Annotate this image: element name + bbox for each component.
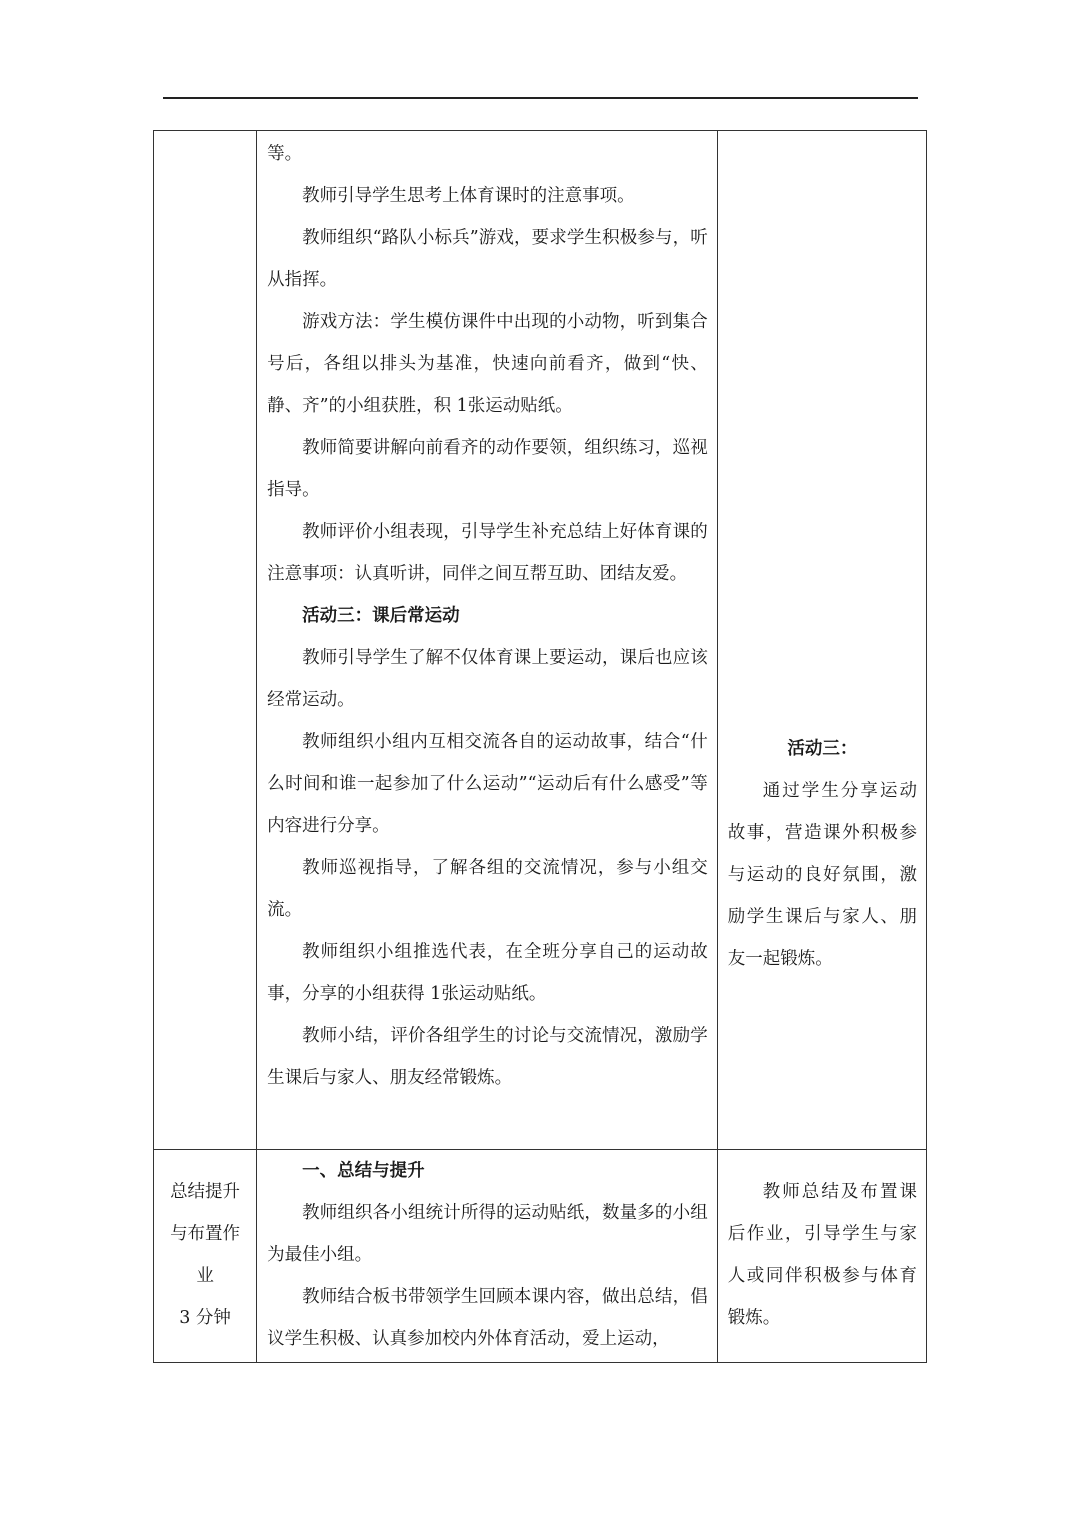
content-paragraph: 教师组织小组内互相交流各自的运动故事，结合“什么时间和谁一起参加了什么运动”“运动后有什么感受”等内容进行分享。 [267,732,708,836]
content-paragraph: 教师巡视指导，了解各组的交流情况，参与小组交流。 [267,858,708,920]
content-paragraph: 教师组织各小组统计所得的运动贴纸，数量多的小组为最佳小组。 [267,1203,708,1265]
content-paragraph: 教师组织“路队小标兵”游戏，要求学生积极参与，听从指挥。 [267,228,708,290]
stage-cell [154,131,257,1150]
activity-content-cell [257,1150,718,1363]
intent-paragraph: 通过学生分享运动故事，营造课外积极参与运动的良好氛围，激励学生课后与家人、朋友一起锻炼。 [727,781,917,969]
content-paragraph: 教师简要讲解向前看齐的动作要领，组织练习，巡视指导。 [267,438,708,500]
section-heading: 一、总结与提升 [302,1161,425,1181]
content-paragraph: 教师引导学生思考上体育课时的注意事项。 [302,186,635,206]
content-paragraph: 教师引导学生了解不仅体育课上要运动，课后也应该经常运动。 [267,648,708,710]
table-row [154,131,927,1150]
stage-cell [154,1150,257,1363]
stage-duration: 3 分钟 [179,1308,231,1328]
content-paragraph: 教师组织小组推选代表，在全班分享自己的运动故事，分享的小组获得 1张运动贴纸。 [267,942,708,1004]
lesson-plan-table [153,130,927,1363]
activity-heading: 活动三：课后常运动 [302,606,460,626]
stage-label-line: 业 [196,1266,214,1286]
stage-label-line: 与布置作 [170,1224,241,1244]
activity-content-cell [257,131,718,1150]
content-paragraph: 教师结合板书带领学生回顾本课内容，做出总结，倡议学生积极、认真参加校内外体育活动，爱上运动， [267,1287,708,1349]
intent-title: 活动三： [787,739,858,759]
intent-paragraph: 教师总结及布置课后作业，引导学生与家人或同伴积极参与体育锻炼。 [727,1182,917,1328]
table-row [154,1150,927,1363]
content-paragraph: 教师小结，评价各组学生的讨论与交流情况，激励学生课后与家人、朋友经常锻炼。 [267,1026,708,1088]
content-paragraph: 游戏方法：学生模仿课件中出现的小动物，听到集合号后，各组以排头为基准，快速向前看齐，做到“快、静、齐”的小组获胜，积 1张运动贴纸。 [267,312,708,416]
stage-label-line: 总结提升 [170,1182,241,1202]
content-paragraph: 教师评价小组表现，引导学生补充总结上好体育课的注意事项：认真听讲，同伴之间互帮互助、团结友爱。 [267,522,708,584]
header-rule [163,97,918,99]
design-intent-cell [717,1150,926,1363]
content-paragraph: 等。 [267,144,303,164]
design-intent-cell [717,131,926,1150]
